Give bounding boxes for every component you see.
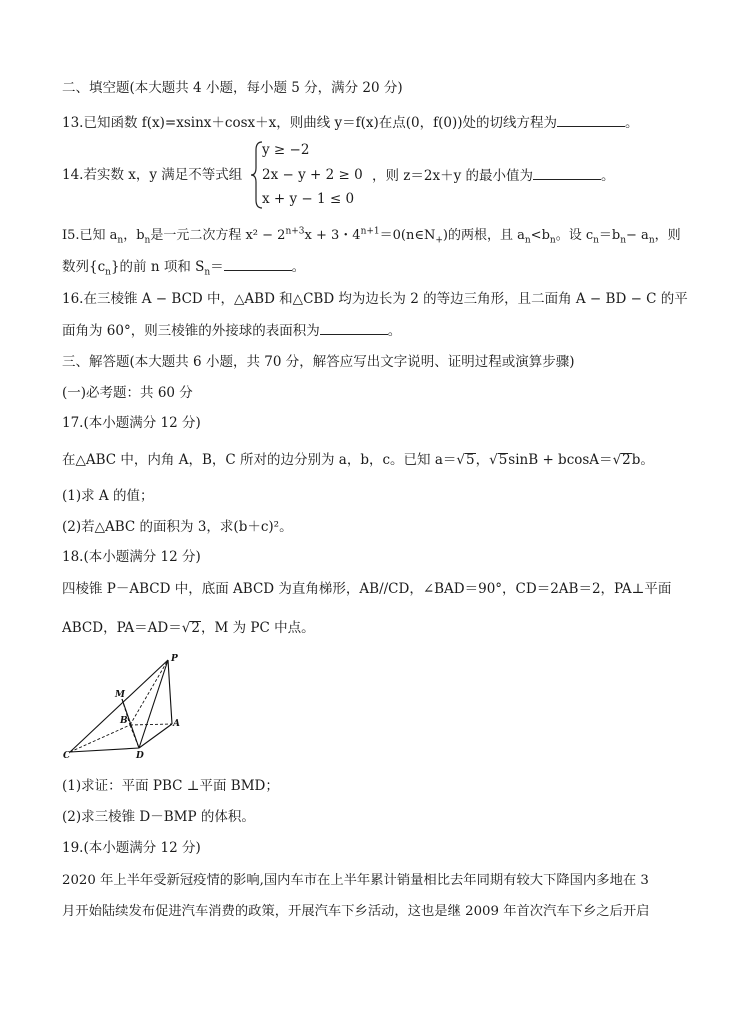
q13-end: 。 xyxy=(625,115,639,131)
subscript: n xyxy=(549,235,556,246)
q14-suffix: ，则 z＝2x＋y 的最小值为 xyxy=(372,168,534,184)
question-14-suffix xyxy=(372,166,615,185)
question-18-part-1: (1)求证：平面 PBC ⊥平面 BMD； xyxy=(62,778,279,794)
label-c: C xyxy=(63,751,71,761)
radicand: 2 xyxy=(191,620,200,636)
edge-ba xyxy=(130,724,172,725)
edge-bd xyxy=(130,725,139,748)
edge-da xyxy=(139,724,172,748)
section-2-title: 二、填空题(本大题共 4 小题，每小题 5 分，满分 20 分) xyxy=(62,80,403,96)
label-m: M xyxy=(115,690,125,700)
section-3-title: 三、解答题(本大题共 6 小题，共 70 分，解答应写出文字说明、证明过程或演算步骤) xyxy=(62,354,575,370)
answer-blank xyxy=(533,166,601,180)
edge-pa xyxy=(168,660,172,724)
condition-2: 2x − y + 2 ≥ 0 xyxy=(262,167,363,183)
text: }的前 n 项和 S xyxy=(110,259,205,275)
text: 。 xyxy=(291,259,306,275)
question-16-line-2 xyxy=(62,321,401,340)
text: ，b xyxy=(123,228,145,243)
subscript: n xyxy=(105,267,111,278)
answer-blank xyxy=(320,321,388,335)
text: 在△ABC 中，内角 A，B，C 所对的边分别为 a，b，c。已知 a＝ xyxy=(62,452,457,468)
text: ， xyxy=(475,452,490,468)
q14-end: 。 xyxy=(601,168,615,184)
question-19-line-1: 2020 年上半年受新冠疫情的影响,国内车市在上半年累计销量相比去年同期有较大下降国内多地在 3 xyxy=(62,873,649,888)
question-17-stem: 在△ABC 中，内角 A，B，C 所对的边分别为 a，b，c。已知 a＝√5，√5sinB + bcosA＝√2b。 xyxy=(62,452,654,468)
pyramid-figure xyxy=(62,652,192,762)
text: sinB + bcosA＝ xyxy=(508,452,613,468)
text: 。设 c xyxy=(555,228,594,243)
subscript: n xyxy=(117,235,124,246)
subscript: n xyxy=(144,235,151,246)
answer-blank xyxy=(224,257,292,271)
edge-cd xyxy=(70,748,139,752)
text: <b xyxy=(530,228,550,243)
text: − a xyxy=(626,228,649,243)
text: x + 3・4 xyxy=(304,228,361,243)
text: ＝b xyxy=(598,228,621,243)
radicand: 5 xyxy=(498,452,508,468)
condition-1: y ≥ −2 xyxy=(262,142,310,158)
question-19-header: 19.(本小题满分 12 分) xyxy=(62,840,201,856)
text: 数列{c xyxy=(62,259,106,275)
question-17-header: 17.(本小题满分 12 分) xyxy=(62,415,201,431)
label-p: P xyxy=(171,654,178,664)
text: ，M 为 PC 中点。 xyxy=(200,620,315,636)
question-13 xyxy=(62,113,639,132)
superscript: n+1 xyxy=(360,226,380,237)
label-b: B xyxy=(120,716,128,726)
question-18-stem-2: ABCD，PA＝AD＝√2，M 为 PC 中点。 xyxy=(62,620,315,636)
edge-cb xyxy=(70,725,130,752)
superscript: n+3 xyxy=(285,226,305,237)
text: ABCD，PA＝AD＝ xyxy=(62,620,182,636)
inequality-system xyxy=(250,140,370,210)
question-18-stem-1: 四棱锥 P－ABCD 中，底面 ABCD 为直角梯形，AB//CD，∠BAD＝90°，CD＝2AB＝2，PA⊥平面 xyxy=(62,581,672,597)
subscript: n xyxy=(204,267,211,278)
question-15-line-1 xyxy=(62,227,681,245)
condition-3: x + y − 1 ≤ 0 xyxy=(262,191,355,207)
section-3-subtitle: (一)必考题：共 60 分 xyxy=(62,385,193,401)
text: ＝0(n∈N xyxy=(379,228,436,243)
label-d: D xyxy=(136,751,144,761)
edge-bp xyxy=(130,660,168,725)
question-15-line-2 xyxy=(62,257,305,276)
subscript: n xyxy=(593,235,599,246)
subscript: n xyxy=(524,235,531,246)
text: ＝ xyxy=(210,259,224,275)
q13-text: 13.已知函数 f(x)=xsinx＋cosx＋x，则曲线 y＝f(x)在点(0，f(0))处的切线方程为 xyxy=(62,115,558,131)
question-18-part-2: (2)求三棱锥 D－BMP 的体积。 xyxy=(62,809,255,825)
question-17-part-1: (1)求 A 的值； xyxy=(62,488,154,504)
question-19-line-2: 月开始陆续发布促进汽车消费的政策，开展汽车下乡活动，这也是继 2009 年首次汽车下乡之后开启 xyxy=(62,904,650,919)
question-14-prefix: 14.若实数 x，y 满足不等式组 xyxy=(62,167,243,183)
subscript: n xyxy=(648,235,655,246)
question-17-part-2: (2)若△ABC 的面积为 3，求(b＋c)²。 xyxy=(62,519,293,535)
answer-blank xyxy=(557,113,625,127)
radicand: 2 xyxy=(622,452,631,468)
text: )的两根，且 a xyxy=(442,228,525,243)
text: ，则 xyxy=(654,228,681,243)
subscript: + xyxy=(435,235,443,246)
question-18-header: 18.(本小题满分 12 分) xyxy=(62,549,201,565)
text: 是一元二次方程 x² − 2 xyxy=(150,228,286,243)
question-16-line-1: 16.在三棱锥 A − BCD 中，△ABD 和△CBD 均为边长为 2 的等边三角形，且二面角 A − BD − C 的平 xyxy=(62,291,688,307)
text: b。 xyxy=(631,452,654,468)
subscript: n xyxy=(620,235,627,246)
text: 。 xyxy=(387,323,402,339)
text: I5.已知 a xyxy=(62,228,118,243)
text: 面角为 60°，则三棱锥的外接球的表面积为 xyxy=(62,323,320,339)
label-a: A xyxy=(173,719,180,729)
radicand: 5 xyxy=(466,452,475,468)
